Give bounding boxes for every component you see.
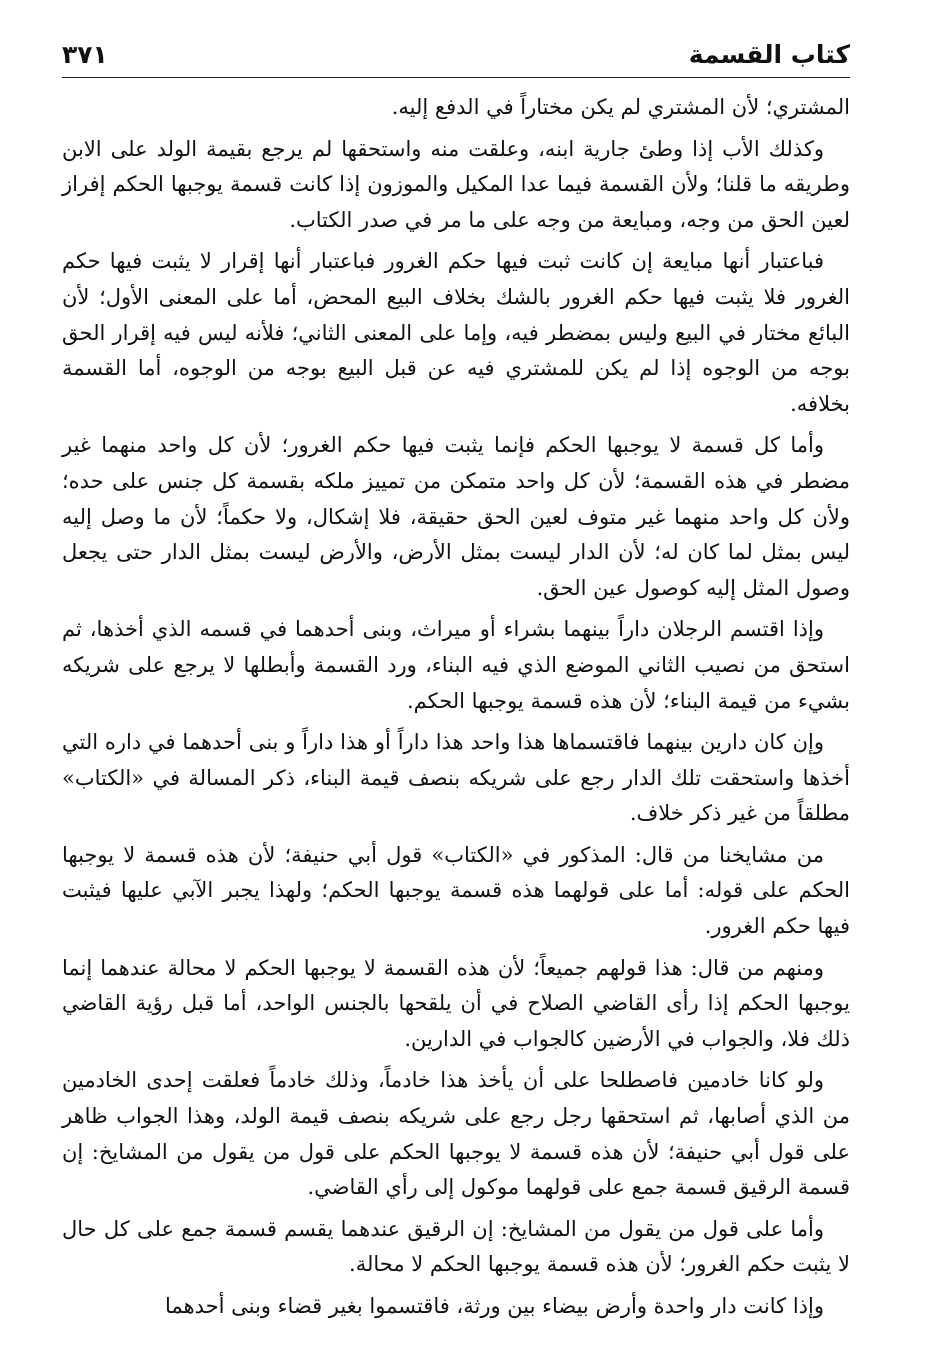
body-text (62, 90, 850, 1325)
header-rule (62, 77, 850, 78)
paragraph: وكذلك الأب إذا وطئ جارية ابنه، وعلقت منه واستحقها لم يرجع بقيمة الولد على الابن وطريقه ما قلنا؛ ولأن القسمة فيما عدا المكيل والموزون إذا كانت قسمة يوجبها الحكم إفراز لعين الحق من وجه، ومبايعة من وجه على ما مر في صدر الكتاب. (62, 136, 850, 232)
running-title: كتاب القسمة (688, 39, 850, 69)
paragraph: وإذا اقتسم الرجلان داراً بينهما بشراء أو ميراث، وبنى أحدهما في قسمه الذي أخذها، ثم استحق من نصيب الثاني الموضع الذي فيه البناء، ورد القسمة وأبطلها لا يرجع على شريكه بشيء من قيمة البناء؛ لأن هذه قسمة يوجبها الحكم. (62, 617, 850, 713)
page-header (62, 28, 850, 80)
paragraph: ولو كانا خادمين فاصطلحا على أن يأخذ هذا خادماً، وذلك خادماً فعلقت إحدى الخادمين من الذي أصابها، ثم استحقها رجل رجع على شريكه بنصف قيمة الولد، وهذا الجواب ظاهر على قول أبي حنيفة؛ لأن هذه قسمة لا يوجبها الحكم على قول من يقول من المشايخ: إن قسمة الرقيق قسمة جمع على قولهما موكول إلى رأي القاضي. (62, 1068, 850, 1200)
paragraph: وإن كان دارين بينهما فاقتسماها هذا واحد هذا داراً أو هذا داراً و بنى أحدهما في داره التي أخذها واستحقت تلك الدار رجع على شريكه بنصف قيمة البناء، ذكر المسالة في «الكتاب» مطلقاً من غير ذكر خلاف. (62, 730, 850, 826)
page-number: ٣٧١ (62, 39, 108, 69)
paragraph: وأما على قول من يقول من المشايخ: إن الرقيق عندهما يقسم قسمة جمع على كل حال لا يثبت حكم الغرور؛ لأن هذه قسمة يوجبها الحكم لا محالة. (62, 1216, 850, 1277)
paragraph: فباعتبار أنها مبايعة إن كانت ثبت فيها حكم الغرور فباعتبار أنها إقرار لا يثبت فيها حكم الغرور فلا يثبت فيها حكم الغرور بالشك بخلاف البيع المحض، أما على المعنى الأول؛ لأن البائع مختار في البيع وليس بمضطر فيه، وإما على المعنى الثاني؛ فلأنه ليس فيه إقرار الحق بوجه من الوجوه إذا لم يكن للمشتري فيه عن قبل البيع بوجه من الوجوه، أما القسمة بخلافه. (62, 249, 850, 416)
book-page (62, 28, 850, 1348)
paragraph: ومنهم من قال: هذا قولهم جميعاً؛ لأن هذه القسمة لا يوجبها الحكم لا محالة عندهما إنما يوجبها الحكم إذا رأى القاضي الصلاح في أن يلقحها بالجنس الواحد، أما قبل رؤية القاضي ذلك فلا، والجواب في الأرضين كالجواب في الدارين. (62, 955, 850, 1051)
paragraph: المشتري؛ لأن المشتري لم يكن مختاراً في الدفع إليه. (391, 95, 850, 119)
paragraph: وأما كل قسمة لا يوجبها الحكم فإنما يثبت فيها حكم الغرور؛ لأن كل واحد منهما غير مضطر في هذه القسمة؛ لأن كل واحد متمكن من تمييز ملكه بقسمة كل جنس على حده؛ ولأن كل واحد منهما غير متوف لعين الحق حقيقة، فلا إشكال، ولا حكماً؛ لأن ما وصل إليه ليس بمثل لما كان له؛ لأن الدار ليست بمثل الأرض، والأرض ليست بمثل الدار حتى يجعل وصول المثل إليه كوصول عين الحق. (62, 433, 850, 600)
paragraph: وإذا كانت دار واحدة وأرض بيضاء بين ورثة، فاقتسموا بغير قضاء وبنى أحدهما (164, 1294, 824, 1318)
paragraph: من مشايخنا من قال: المذكور في «الكتاب» قول أبي حنيفة؛ لأن هذه قسمة لا يوجبها الحكم على قوله: أما على قولهما هذه قسمة يوجبها الحكم؛ ولهذا يجبر الآبي عليها فيثبت فيها حكم الغرور. (62, 842, 850, 939)
